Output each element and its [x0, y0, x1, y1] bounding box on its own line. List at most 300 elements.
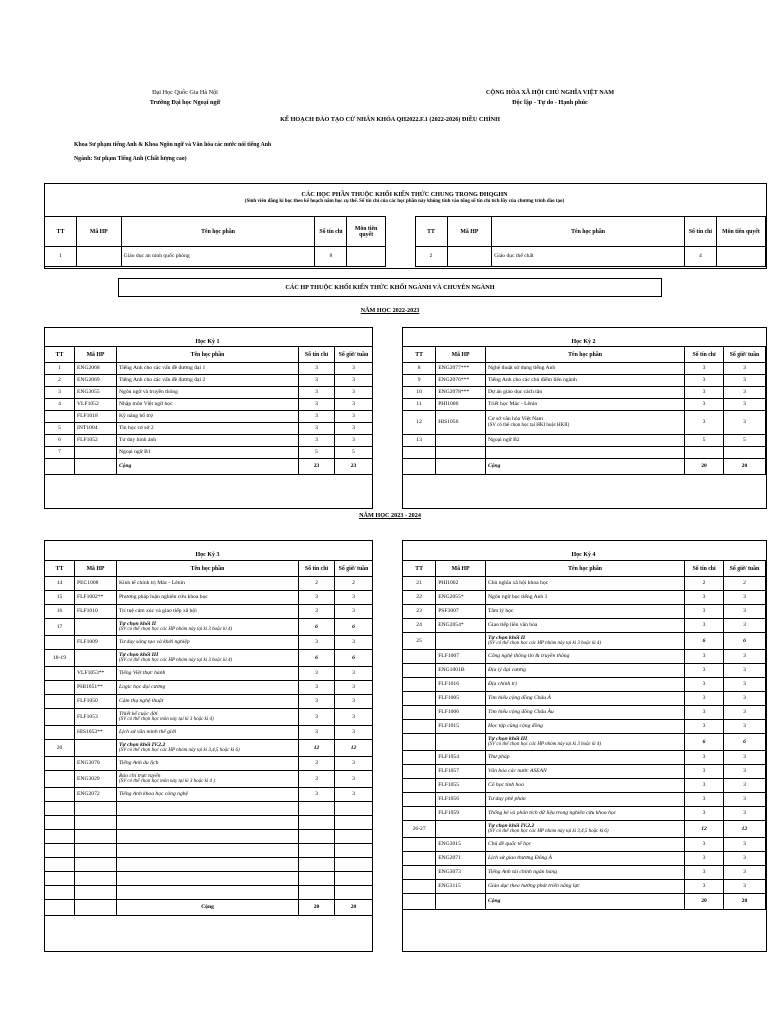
table-row: [403, 793, 766, 807]
table-row: [45, 411, 373, 423]
col-mtq: Môn tiên quyết: [347, 217, 385, 247]
cell-ten: [485, 591, 684, 605]
course-name: Kỹ năng bổ trợ: [119, 413, 153, 420]
cell-sgt: 3: [723, 838, 765, 852]
cell-ten: [117, 399, 299, 411]
cell-tt: [403, 650, 436, 664]
cell-stc: 3: [685, 880, 724, 894]
cell-ma: FLF1057: [436, 765, 486, 779]
course-name: Ngôn ngữ và truyền thông: [119, 389, 178, 396]
course-name: Tư duy phê phán: [487, 796, 526, 803]
course-name: Lịch sử văn minh thế giới: [119, 729, 177, 736]
cell-ma: PHI1002: [436, 577, 486, 591]
cell-sgt: 3: [335, 636, 373, 650]
cell-tt: [403, 793, 436, 807]
cell-tt: [45, 695, 75, 709]
cell-ten: [485, 880, 684, 894]
cell-sgt: 3: [723, 399, 765, 411]
cell-tt: 6: [45, 435, 75, 447]
cell-ma: ENG2077***: [436, 363, 486, 375]
cell-sgt: 3: [335, 667, 373, 681]
cell-ten: [117, 577, 299, 591]
table-row: [45, 399, 373, 411]
cell-tt: [45, 636, 75, 650]
course-note: (SV có thể chọn học môn này tại kì 3 hoặc kì 4): [119, 717, 214, 723]
cell-sgt: 3: [335, 788, 373, 802]
col-stc: Số tín chỉ: [684, 217, 716, 247]
cell-ma: [436, 447, 486, 459]
cell-ma: [436, 821, 486, 838]
course-name: Tiếng Anh cho các chủ điểm liên ngành: [487, 377, 577, 384]
cell-tt: [403, 447, 436, 459]
table-row: [45, 757, 373, 771]
cell-ma: HIS1056: [436, 411, 486, 435]
cell-sgt: 6: [335, 619, 373, 636]
cell-tt: 20: [45, 740, 75, 757]
cell-ten: [117, 447, 299, 459]
col-ma: Mã HP: [436, 561, 486, 577]
total-sgt: 20: [723, 894, 765, 910]
cell-ma: [75, 886, 117, 900]
course-name: Tin học cơ sở 2: [119, 425, 154, 432]
cell-ten: [485, 720, 684, 734]
cell-ten: [485, 411, 684, 435]
cell-ma: ENG2055*: [436, 591, 486, 605]
cell-ten: [117, 709, 299, 726]
cell-ten: [117, 771, 299, 788]
hk4-table: [402, 560, 766, 910]
hk3-title: Học Kỳ 3: [195, 552, 220, 558]
table-row: [403, 399, 766, 411]
course-name: Tiếng Anh cho các vấn đề đương đại 1: [119, 365, 206, 372]
table-row: [403, 706, 766, 720]
cell-stc: 3: [685, 706, 724, 720]
cell-ma: PHI1006: [436, 399, 486, 411]
table-row: [45, 375, 373, 387]
cell-ten: [117, 619, 299, 636]
cell-ten: [485, 678, 684, 692]
course-name: Cơ sở văn hóa Việt Nam: [487, 416, 544, 423]
course-name: Dự án giáo dục cách tân: [487, 389, 543, 396]
cell-sgt: [335, 858, 373, 872]
table-row: [403, 678, 766, 692]
cell-stc: [299, 858, 335, 872]
general-title: CÁC HỌC PHẦN THUỘC KHỐI KIẾN THỨC CHUNG TRONG ĐHQGHN: [301, 191, 508, 198]
cell-ten: [485, 852, 684, 866]
cell-stc: 3: [685, 664, 724, 678]
cell-ten: [117, 816, 299, 830]
course-note: (SV có thể chọn học môn này tại kì 3 hoặc kì 4 ): [119, 779, 215, 785]
course-name: Học tập cùng cộng đồng: [487, 723, 543, 730]
cell-tt: 16: [45, 605, 75, 619]
course-name: Nhập môn Việt ngữ học: [119, 401, 173, 408]
total-row: [45, 459, 373, 475]
table-row: [45, 447, 373, 459]
total-stc: 20: [685, 894, 724, 910]
cell-ten: [485, 363, 684, 375]
cell-ma: ENG3073: [436, 866, 486, 880]
cell-tt: [45, 667, 75, 681]
cell-ma: FLF1006: [436, 706, 486, 720]
cell-tt: 13: [403, 435, 436, 447]
cell-tt: [45, 709, 75, 726]
course-name: Giáo dục theo hướng phát triển năng lực: [487, 883, 580, 890]
cell-stc: 6: [685, 734, 724, 751]
course-note: (SV có thể chọn học các HP nhóm này tại kì 3 hoặc kì 4): [119, 658, 233, 664]
cell-ten: [485, 692, 684, 706]
cell-ma: ENG3055: [75, 387, 117, 399]
cell-stc: 3: [685, 807, 724, 821]
cell-stc: 5: [299, 447, 335, 459]
table-row: [403, 411, 766, 435]
table-row: [45, 619, 373, 636]
total-sgt: 20: [723, 459, 765, 475]
table-row: [45, 591, 373, 605]
table-row: [403, 591, 766, 605]
total-label: Cộng: [117, 459, 299, 475]
course-note: (SV có thể chọn học các HP nhóm này tại kì 3 hoặc kì 4): [119, 627, 233, 633]
cell-stc: 4: [684, 247, 716, 267]
table-row: [403, 664, 766, 678]
col-ten: Tên học phần: [117, 561, 299, 577]
cell-ma: [75, 844, 117, 858]
cell-tt: [403, 720, 436, 734]
cell-ma: INT1004: [75, 423, 117, 435]
major-line: Ngành: Sư phạm Tiếng Anh (Chất lượng cao): [74, 156, 187, 162]
cell-stc: 3: [299, 423, 335, 435]
table-row: [45, 709, 373, 726]
cell-stc: [299, 844, 335, 858]
course-name: Ngôn ngữ học tiếng Anh 1: [487, 594, 548, 601]
cell-stc: 3: [299, 411, 335, 423]
col-ten: Tên học phần: [117, 347, 299, 363]
table-row: [403, 692, 766, 706]
cell-stc: 3: [685, 411, 724, 435]
table-row: [45, 886, 373, 900]
cell-stc: 6: [685, 633, 724, 650]
col-sgt: Số giờ/ tuần: [723, 561, 765, 577]
cell-ma: ENG3029: [75, 771, 117, 788]
cell-sgt: 5: [335, 447, 373, 459]
cell-ten: [485, 375, 684, 387]
cell-tt: [45, 802, 75, 816]
cell-tt: 23: [403, 605, 436, 619]
cell-sgt: 3: [723, 591, 765, 605]
table-row: [403, 650, 766, 664]
cell-sgt: 3: [335, 375, 373, 387]
cell-stc: 3: [685, 720, 724, 734]
cell-ten: [485, 807, 684, 821]
table-row: [403, 765, 766, 779]
cell-ten: [485, 793, 684, 807]
cell-tt: [45, 900, 75, 916]
table-row: [403, 751, 766, 765]
cell-stc: 12: [299, 740, 335, 757]
course-name: Phương pháp luận nghiên cứu khoa học: [119, 594, 208, 601]
cell-tt: [403, 459, 436, 475]
cell-ten: [117, 681, 299, 695]
table-row: [403, 633, 766, 650]
cell-ten: [485, 399, 684, 411]
cell-ma: PEC1008: [75, 577, 117, 591]
cell-sgt: [335, 886, 373, 900]
course-name: Tự chọn khối III: [487, 735, 528, 742]
year2-label: NĂM HỌC 2023 - 2024: [359, 512, 421, 519]
cell-ma: FLF1050: [75, 695, 117, 709]
cell-ten: [485, 447, 684, 459]
table-row: [403, 447, 766, 459]
cell-sgt: 3: [335, 605, 373, 619]
cell-tt: [45, 858, 75, 872]
cell-ma: ENG2078***: [436, 387, 486, 399]
cell-sgt: 3: [723, 720, 765, 734]
cell-tt: 1: [45, 363, 75, 375]
table-row: [45, 667, 373, 681]
cell-tt: [403, 765, 436, 779]
cell-stc: 3: [299, 399, 335, 411]
cell-sgt: 3: [723, 751, 765, 765]
table-row: [403, 821, 766, 838]
table-row: [45, 740, 373, 757]
cell-stc: 3: [299, 709, 335, 726]
course-name: Lịch sử giao thương Đông Á: [487, 855, 552, 862]
cell-ma: [75, 858, 117, 872]
cell-ten: [485, 866, 684, 880]
cell-stc: 3: [299, 387, 335, 399]
table-row: [45, 802, 373, 816]
table-row: [403, 807, 766, 821]
cell-ten: [117, 740, 299, 757]
cell-ten: [117, 435, 299, 447]
table-row: [45, 636, 373, 650]
cell-ma: PSF3007: [436, 605, 486, 619]
cell-tt: [45, 726, 75, 740]
col-stc: Số tín chỉ: [685, 347, 724, 363]
cell-ten: [117, 636, 299, 650]
table-row: [403, 779, 766, 793]
hk4-title: Học Kỳ 4: [571, 552, 596, 558]
cell-ma: VLF1053**: [75, 667, 117, 681]
cell-stc: 3: [299, 636, 335, 650]
cell-ma: [436, 459, 486, 475]
total-stc: 23: [299, 459, 335, 475]
cell-stc: 3: [685, 363, 724, 375]
cell-sgt: 3: [723, 650, 765, 664]
col-sgt: Số giờ/ tuần: [335, 561, 373, 577]
cell-sgt: 3: [335, 681, 373, 695]
cell-mtq: [716, 247, 765, 267]
course-name: Thư pháp: [487, 754, 510, 761]
cell-sgt: 12: [335, 740, 373, 757]
cell-sgt: 3: [723, 779, 765, 793]
course-note: (SV có thể chọn học các HP nhóm này tại kì 3,4,5 hoặc kì 6): [487, 829, 609, 835]
cell-sgt: 3: [723, 866, 765, 880]
course-name: Tư duy sáng tạo và khởi nghiệp: [119, 639, 190, 646]
cell-ma: FLF1018: [75, 411, 117, 423]
table-row: [45, 844, 373, 858]
cell-ten: [117, 650, 299, 667]
cell-ten: [485, 387, 684, 399]
cell-ma: ENG1001B: [436, 664, 486, 678]
table-row: [45, 423, 373, 435]
course-name: Công nghệ thông tin & truyền thông: [487, 653, 570, 660]
cell-ten: [117, 886, 299, 900]
cell-ten: [117, 726, 299, 740]
col-tt: TT: [45, 561, 75, 577]
cell-tt: [403, 751, 436, 765]
table-row: [45, 387, 373, 399]
cell-stc: 3: [299, 667, 335, 681]
hk2-table: [402, 346, 766, 475]
cell-sgt: 3: [723, 619, 765, 633]
course-note: (SV có thể chọn học tại HKI hoặc HKII): [487, 422, 570, 428]
col-sgt: Số giờ/ tuần: [723, 347, 765, 363]
cell-tt: [45, 844, 75, 858]
course-name: Tự chọn khối III: [119, 651, 159, 658]
cell-ma: [436, 633, 486, 650]
cell-stc: 3: [299, 757, 335, 771]
cell-ten: [485, 751, 684, 765]
course-note: (SV có thể chọn học các HP nhóm này tại kì 3 hoặc kì 4): [487, 742, 602, 748]
course-name: Cổ học tinh hoa: [487, 782, 524, 789]
col-ma: Mã HP: [75, 561, 117, 577]
cell-sgt: [723, 447, 765, 459]
cell-ma: VLF1052: [75, 399, 117, 411]
cell-tt: [403, 880, 436, 894]
table-row: [403, 720, 766, 734]
cell-ma: HIS1053**: [75, 726, 117, 740]
cell-tt: [403, 692, 436, 706]
cell-sgt: 3: [723, 706, 765, 720]
col-ten: Tên học phần: [492, 217, 685, 247]
cell-ten: [485, 821, 684, 838]
col-tt: TT: [45, 217, 77, 247]
col-tt: TT: [403, 347, 436, 363]
cell-stc: 3: [685, 591, 724, 605]
cell-stc: 6: [299, 650, 335, 667]
course-name: Giao tiếp liên văn hóa: [487, 622, 538, 629]
cell-ma: [75, 802, 117, 816]
table-row: [403, 363, 766, 375]
cell-tt: 12: [403, 411, 436, 435]
course-name: Thiết kế cuộc đời: [119, 710, 158, 717]
col-stc: Số tín chỉ: [685, 561, 724, 577]
course-name: Ngoại ngữ B1: [119, 449, 151, 456]
cell-tt: [403, 852, 436, 866]
cell-sgt: [335, 872, 373, 886]
cell-stc: 3: [685, 765, 724, 779]
course-name: Logic học đại cương: [119, 684, 166, 691]
cell-sgt: 3: [335, 757, 373, 771]
year1-label: NĂM HỌC 2022-2023: [360, 307, 420, 314]
cell-tt: 24: [403, 619, 436, 633]
cell-tt: [45, 411, 75, 423]
cell-ma: FLF1055: [436, 779, 486, 793]
table-row: [403, 880, 766, 894]
cell-sgt: 3: [335, 387, 373, 399]
cell-sgt: 5: [723, 435, 765, 447]
cell-stc: 3: [685, 793, 724, 807]
cell-ma: ENG2054*: [436, 619, 486, 633]
total-row: [45, 900, 373, 916]
cell-ten: [485, 779, 684, 793]
table-row: [403, 435, 766, 447]
cell-stc: 3: [299, 771, 335, 788]
cell-tt: [403, 779, 436, 793]
cell-sgt: 3: [335, 363, 373, 375]
cell-tt: 21: [403, 577, 436, 591]
cell-ten: [485, 664, 684, 678]
total-stc: 20: [685, 459, 724, 475]
cell-sgt: 2: [335, 577, 373, 591]
cell-ten: [117, 375, 299, 387]
col-tt: TT: [45, 347, 75, 363]
cell-stc: 8: [315, 247, 347, 267]
cell-sgt: 6: [723, 633, 765, 650]
cell-ten: [485, 633, 684, 650]
cell-stc: 3: [685, 605, 724, 619]
cell-ma: [436, 435, 486, 447]
cell-tt: [45, 757, 75, 771]
cell-sgt: [335, 830, 373, 844]
col-stc: Số tín chỉ: [299, 561, 335, 577]
cell-ma: [75, 650, 117, 667]
cell-tt: [403, 807, 436, 821]
cell-tt: [403, 706, 436, 720]
cell-ten: [117, 872, 299, 886]
table-row: [45, 577, 373, 591]
table-row: [403, 387, 766, 399]
course-name: Địa chính trị: [487, 681, 517, 688]
course-name: Tự chọn khối II: [119, 620, 157, 627]
col-ten: Tên học phần: [485, 561, 684, 577]
cell-stc: 12: [685, 821, 724, 838]
cell-ten: [117, 387, 299, 399]
course-name: Tiếng Anh khoa học công nghệ: [119, 791, 189, 798]
cell-ten: [117, 411, 299, 423]
table-row: [45, 830, 373, 844]
cell-stc: 2: [685, 577, 724, 591]
course-name: Triết học Mác - Lênin: [487, 401, 538, 408]
cell-tt: 7: [45, 447, 75, 459]
hk1-title: Học Kỳ 1: [195, 339, 220, 345]
course-name: Cảm thụ nghệ thuật: [119, 698, 164, 705]
cell-tt: [45, 459, 75, 475]
cell-tt: [45, 771, 75, 788]
cell-sgt: 3: [335, 726, 373, 740]
cell-ma: [436, 734, 486, 751]
cell-tt: 14: [45, 577, 75, 591]
cell-ten: [485, 838, 684, 852]
cell-ma: ENG2071: [436, 852, 486, 866]
total-sgt: 23: [335, 459, 373, 475]
cell-tt: 26-27: [403, 821, 436, 838]
cell-sgt: 3: [723, 765, 765, 779]
cell-tt: [45, 681, 75, 695]
cell-tt: [45, 816, 75, 830]
cell-tt: [45, 886, 75, 900]
cell-tt: 8: [403, 363, 436, 375]
course-name: Tìm hiểu cộng đồng Châu Á: [487, 695, 551, 702]
cell-ten: [117, 830, 299, 844]
cell-stc: 3: [299, 695, 335, 709]
cell-ma: FLF1059: [436, 807, 486, 821]
cell-sgt: 3: [335, 695, 373, 709]
cell-ma: ENG2069: [75, 375, 117, 387]
course-name: Tiếng Việt thực hành: [119, 670, 166, 677]
cell-stc: 3: [685, 650, 724, 664]
cell-stc: 3: [299, 681, 335, 695]
